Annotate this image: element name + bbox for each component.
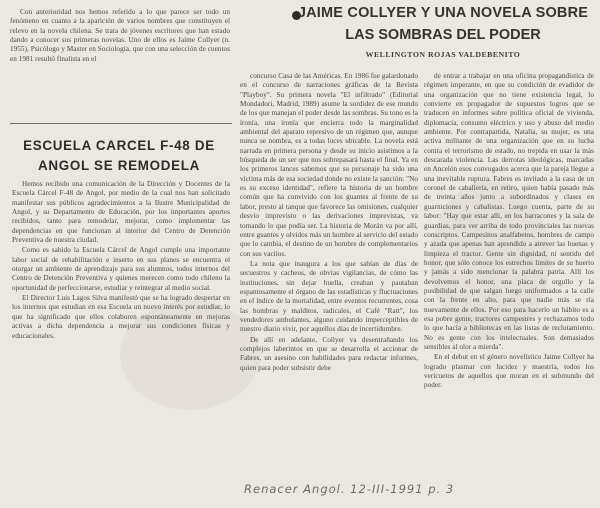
escuela-paragraph: Hemos recibido una comunicación de la Dirección y Docentes de la Escuela Cárcel F-48 de Angol, por medio de la cual nos han solicitado manifestar sus públicos agradecimientos a la Ilustre Municipalidad de Angol, y su Departamento de Educación, por los importantes aportes recibidos, tanto para remodelar, mejorar, como implementar las dependencias en que funcionan al interior del Centro de Detención Preventiva de nuestra ciudad. (12, 180, 230, 245)
escuela-paragraph: El Director Luis Lagos Silva manifestó que se ha logrado despertar en los internos que estudian en esa Escuela un nuevo interés por estudiar, lo que ha significado que ellos colaboren espontáneamente en mejoras activas a dicha dependencia a mejorar sus condiciones físicas y educacionales. (12, 294, 230, 340)
divider-top (10, 123, 232, 124)
collyer-headline (290, 4, 596, 59)
collyer-paragraph: concurso Casa de las Américas. En 1986 fue galardonado en el concurso de narraciones gráficas de la Revista "Playboy". Su primera novela "El infiltrado" (Editorial Mondadori, Madrid, 1989) asume la sordidez de ese mundo de los que manejan el poder desde las sombras. Su tono es la ironía, una ironía que encierra todo la marginalidad ambiental del aparato represivo de un régimen que, aunque nunca se nombra, es a todas luces ubicable. La novela está narrada en primera persona y desde su inicio asistimos a la búsqueda de un ser que nos sobrepasará hasta el final. Ya en los primeros lances sabemos que su personaje ha sido una víctima más de esa sociedad donde no existe la sanción: "No es su exceso identidad", refiere la historia de un hombre común que ha convivido con los guantes al frente de su labor, presto al tanque que favorece las omisiones, cualquier desvío imprevisto o las derivaciones imprevistas, va tomando lo que podía ser. La historia de Morán va por allí, entre guantes y olvidos más un hombre al servicio del estado que lo cambia, el destino de un hombre de complementarios con sus vaciíos. (240, 72, 418, 258)
collyer-column-2 (240, 72, 418, 373)
handwritten-source-note: Renacer Angol. 12-III-1991 p. 3 (244, 482, 455, 496)
collyer-paragraph: de entrar a trabajar en una oficina propagandística de régimen imperante, en que su condición de evadidor de una organización que no tiene existencia legal, lo convierte en propagador de supuestos logros que se traducen en informes sobre política oficial de vivienda, diplomacia, consumo eléctrico y uso y abuso del medio ambiente. Por contrapartida, Natalia, su mujer, es una activa militante de una organización que en su lucha contra el terrorismo de estado, no trepida en usar la más descarada violencia. Las derrotas ideológicas, marcadas en Ancelón esos convugados acerca que la pareja llegue a una inevitable ruptura. Fabres es invitado a la casa de un coronel de caballería, en retiro, quien había pasado más de treinta años junto a subordinados y clases en guarniciones y cabalistas. Luego cuenta, parte de su labor: "Hay que estar allí, en los barracones y la sala de guardias, para ver arriba de todo provinciales las nuevas conscriptos. Campesinos analfabetos, hombres de campo y azada que apenas han aprendido a atrever las buenas y limpieza el tractor. Gente sin dignidad, ni sentido del honor, que sólo conoce los estrechos límites de su huerto y jamás a sido mencionar la palabra patria. Allí los devolvemos el honor, una placa de orgullo y la posibilidad de que salgan luego uniformados a la calle con la frente en alto, para que nadie más se ría nuevamente de ellos. Por eso para hacerlo un hábito es a esa pobre gente, tractores campestres y rechazamos todo lo que hacía a bibliotecas en las listas de reclutamiento. No es gente con los intelectuales. Son demasiados sensibles al olor a mierda". (424, 72, 594, 351)
headline-collyer-line2: LAS SOMBRAS DEL PODER (345, 27, 541, 43)
headline-collyer-line1: JAIME COLLYER Y UNA NOVELA SOBRE (297, 5, 589, 21)
escuela-article-body (12, 180, 230, 341)
byline: WELLINGTON ROJAS VALDEBENITO (365, 50, 521, 59)
collyer-paragraph: La nota que inaugura a los que sabían de días de secuestros y cacheos, de obvias vigilancias, de cómo las instituciones, sin dejar huella, creaban y pautaban espantosamente el órgano de las estadísticas y fluctuaciones en el índice de la mortalidad, entre eventos recurrentes, cosa las hombras y malditos, radicales, el Café "Ratt", los vendedores ambulantes, alguno cuidando imperceptibles de nuestro diario vivir, por aquellos días de incertidumbre. (240, 259, 418, 334)
collyer-paragraph: De allí en adelante, Collyer va desentrañando los complejos laberintos en que se desarrolla el accionar de Fabres, un asesino con habilidades para redactar informes, quien para poder subsistir debe (240, 335, 418, 372)
collyer-intro-text: Con anterioridad nos hemos referido a lo que parece ser todo un fenómeno en cuanto a la aparición de varios nombres que constituyen el relevo en la novela chilena. Se trata de jóvenes escritores que han estado dando a conocer sus primeras novelas. Uno de ellos es Jaime Collyer (n. 1955), Psicólogo y Master en Sociología, que con una selección de cuentos en 1981 resultó finalista en el (10, 8, 230, 63)
collyer-paragraph: En el debut en el género novelístico Jaime Collyer ha logrado plasmar con lucidez y maestría, todos los vericuetos de aquellos que moran en el submundo del poder. (424, 353, 594, 390)
escuela-paragraph: Como es sabido la Escuela Cárcel de Angol cumple una importante labor social de rehabilitación e inserto en sus planes se encuentra el otorgar un ambiente de aprendizaje para sus alumnos, todos internos del Centro de Detención Preventiva y quienes merecen como todo chileno la oportunidad de perfeccionarse, estudiar y reintegrar al medio social. (12, 246, 230, 292)
headline-escuela-line2: ANGOL SE REMODELA (38, 158, 200, 173)
collyer-column-3 (424, 72, 594, 391)
headline-escuela-line1: ESCUELA CARCEL F-48 DE (23, 138, 215, 153)
